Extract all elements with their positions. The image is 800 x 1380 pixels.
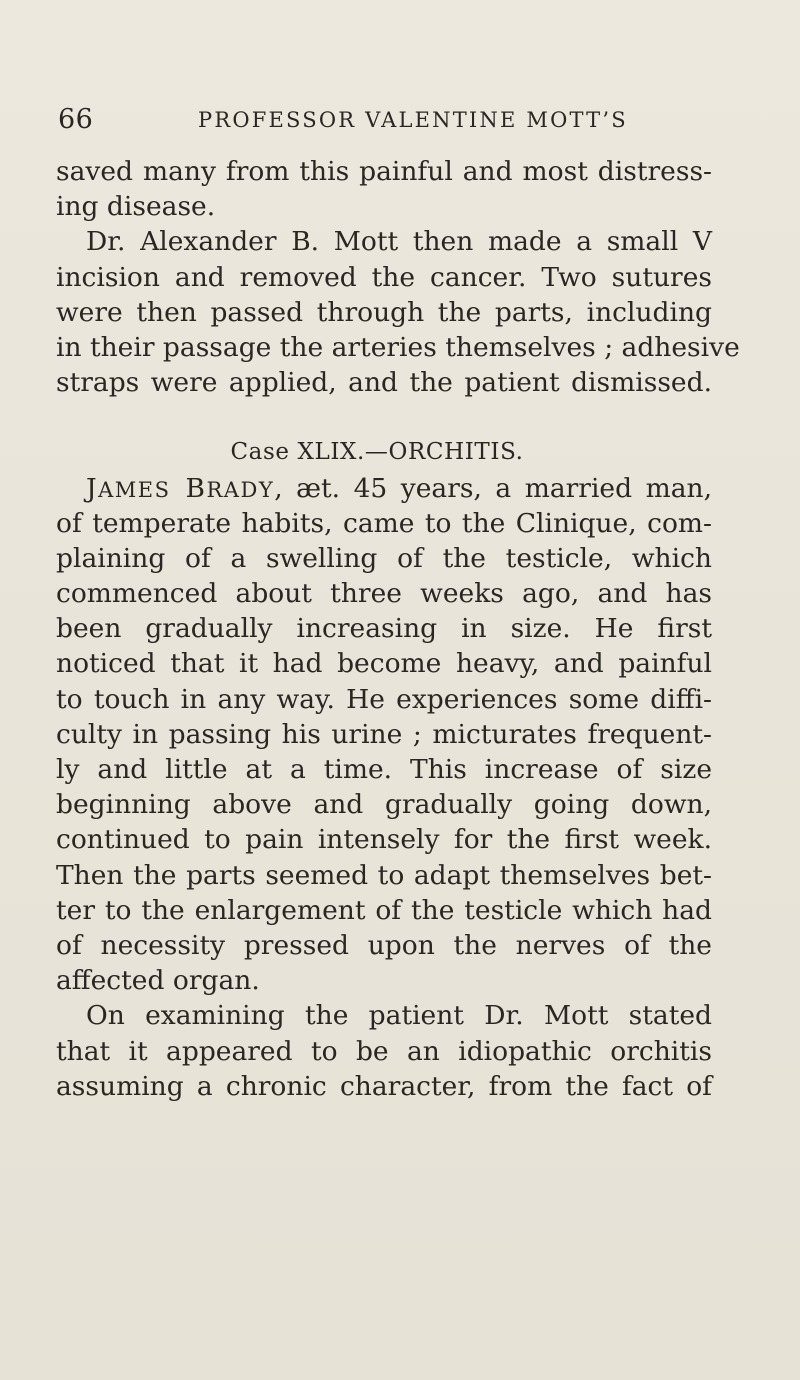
text-line: noticed that it had become heavy, and painful	[56, 648, 712, 680]
text-line: saved many from this painful and most distress-	[56, 156, 712, 187]
text-line: to touch in any way. He experiences some diffi-	[56, 683, 712, 715]
text-line: culty in passing his urine ; micturates frequent-	[56, 718, 712, 750]
running-head	[58, 104, 748, 140]
text-line: On examining the patient Dr. Mott stated	[86, 1000, 712, 1032]
text-line: in their passage the arteries themselves ; adhesive	[56, 331, 740, 363]
patient-name: JAMES BRADY	[86, 472, 275, 504]
text-line: assuming a chronic character, from the fact of	[56, 1070, 712, 1102]
text-line: Then the parts seemed to adapt themselves bet-	[56, 859, 712, 891]
text-line: commenced about three weeks ago, and has	[56, 578, 712, 610]
text-line: straps were applied, and the patient dismissed.	[56, 367, 712, 399]
paragraph-case-history	[56, 471, 712, 999]
text-line: of necessity pressed upon the nerves of the	[56, 929, 712, 961]
text-line: beginning above and gradually going down,	[56, 789, 712, 821]
text-line: were then passed through the parts, including	[56, 296, 712, 328]
text-line: continued to pain intensely for the first week.	[56, 824, 712, 856]
text-line-first: JAMES BRADY, æt. 45 years, a married man,	[86, 472, 712, 504]
running-title: PROFESSOR VALENTINE MOTT’S	[198, 108, 628, 132]
text-line: affected organ.	[56, 965, 260, 997]
text-line: plaining of a swelling of the testicle, which	[56, 542, 712, 574]
case-heading: Case XLIX.—ORCHITIS.	[230, 439, 524, 466]
page-number: 66	[58, 104, 94, 135]
text-line: ter to the enlargement of the testicle which had	[56, 894, 712, 926]
paragraph-continuation	[56, 154, 712, 224]
text-line: ly and little at a time. This increase of size	[56, 754, 712, 785]
body-text	[56, 154, 740, 1104]
text-line: of temperate habits, came to the Clinique, com-	[56, 507, 712, 539]
text-line: ing disease.	[56, 191, 216, 223]
text-line: incision and removed the cancer. Two sutures	[56, 261, 712, 293]
text-line: that it appeared to be an idiopathic orchitis	[56, 1035, 712, 1067]
paragraph-procedure	[56, 224, 740, 400]
text-line: Dr. Alexander B. Mott then made a small V	[86, 226, 712, 258]
paragraph-examination	[56, 998, 712, 1104]
text-line: been gradually increasing in size. He first	[56, 613, 712, 645]
